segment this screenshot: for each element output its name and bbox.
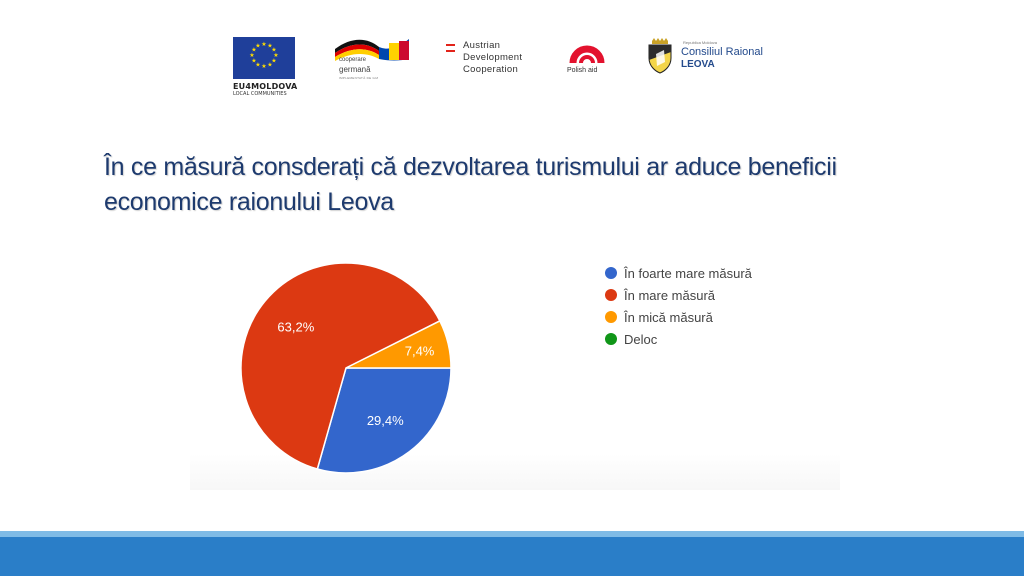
pie-data-label: 29,4% [366,412,404,428]
pie-data-label: 7,4% [404,343,435,359]
legend-swatch [605,333,617,345]
german-cooperation-line3: IMPLEMENTATĂ DE GIZ [339,76,379,80]
legend-label: În foarte mare măsură [624,265,752,281]
eu-caption-main: EU4MOLDOVA [233,82,298,91]
svg-text:★: ★ [271,57,277,65]
legend-item [605,262,752,284]
svg-text:★: ★ [267,61,273,69]
legend-item [605,306,752,328]
legend-swatch [605,311,617,323]
legend-label: În mare măsură [624,287,716,303]
svg-text:★: ★ [251,57,257,65]
svg-text:★: ★ [261,41,267,48]
svg-text:★: ★ [273,52,279,59]
austria-line-3: Cooperation [463,64,519,75]
svg-text:★: ★ [261,63,267,70]
german-cooperation-logo [333,37,413,87]
legend-item [605,284,752,306]
polish-aid-logo [563,37,611,81]
eu4moldova-logo [233,37,299,99]
austrian-development-cooperation-logo [443,40,543,84]
legend-swatch [605,267,617,279]
leova-coat-of-arms-icon [646,38,674,74]
chart-legend [605,262,752,350]
leova-council-name: Consiliul Raional [681,46,763,58]
austria-line-2: Development [463,52,523,63]
legend-label: În mică măsură [624,309,713,325]
legend-item [605,328,752,350]
eu-flag-icon [233,37,295,79]
legend-swatch [605,289,617,301]
german-cooperation-line2: germană [339,65,371,74]
svg-text:★: ★ [267,42,273,50]
austria-flag-icon [446,44,455,51]
leova-small-text: Republica Moldova [683,40,718,45]
partner-logos [0,0,1024,110]
svg-text:★: ★ [255,42,261,50]
german-cooperation-line1: cooperare [339,57,367,63]
svg-text:★: ★ [251,46,257,54]
svg-text:★: ★ [249,52,255,59]
svg-text:★: ★ [255,61,261,69]
question-title: În ce măsură consderați că dezvoltarea turismului ar aduce beneficii economice raionului Leova [104,153,837,216]
polish-aid-caption: Polish aid [567,67,598,74]
footer-bar [0,531,1024,576]
legend-label: Deloc [624,331,658,347]
svg-text:★: ★ [271,46,277,54]
polish-aid-icon [567,37,607,67]
austria-line-1: Austrian [463,40,501,51]
leova-council-logo [646,38,766,78]
leova-council-name2: LEOVA [681,59,715,70]
pie-data-label: 63,2% [277,319,315,335]
eu-caption-sub: LOCAL COMMUNITIES [233,91,287,97]
